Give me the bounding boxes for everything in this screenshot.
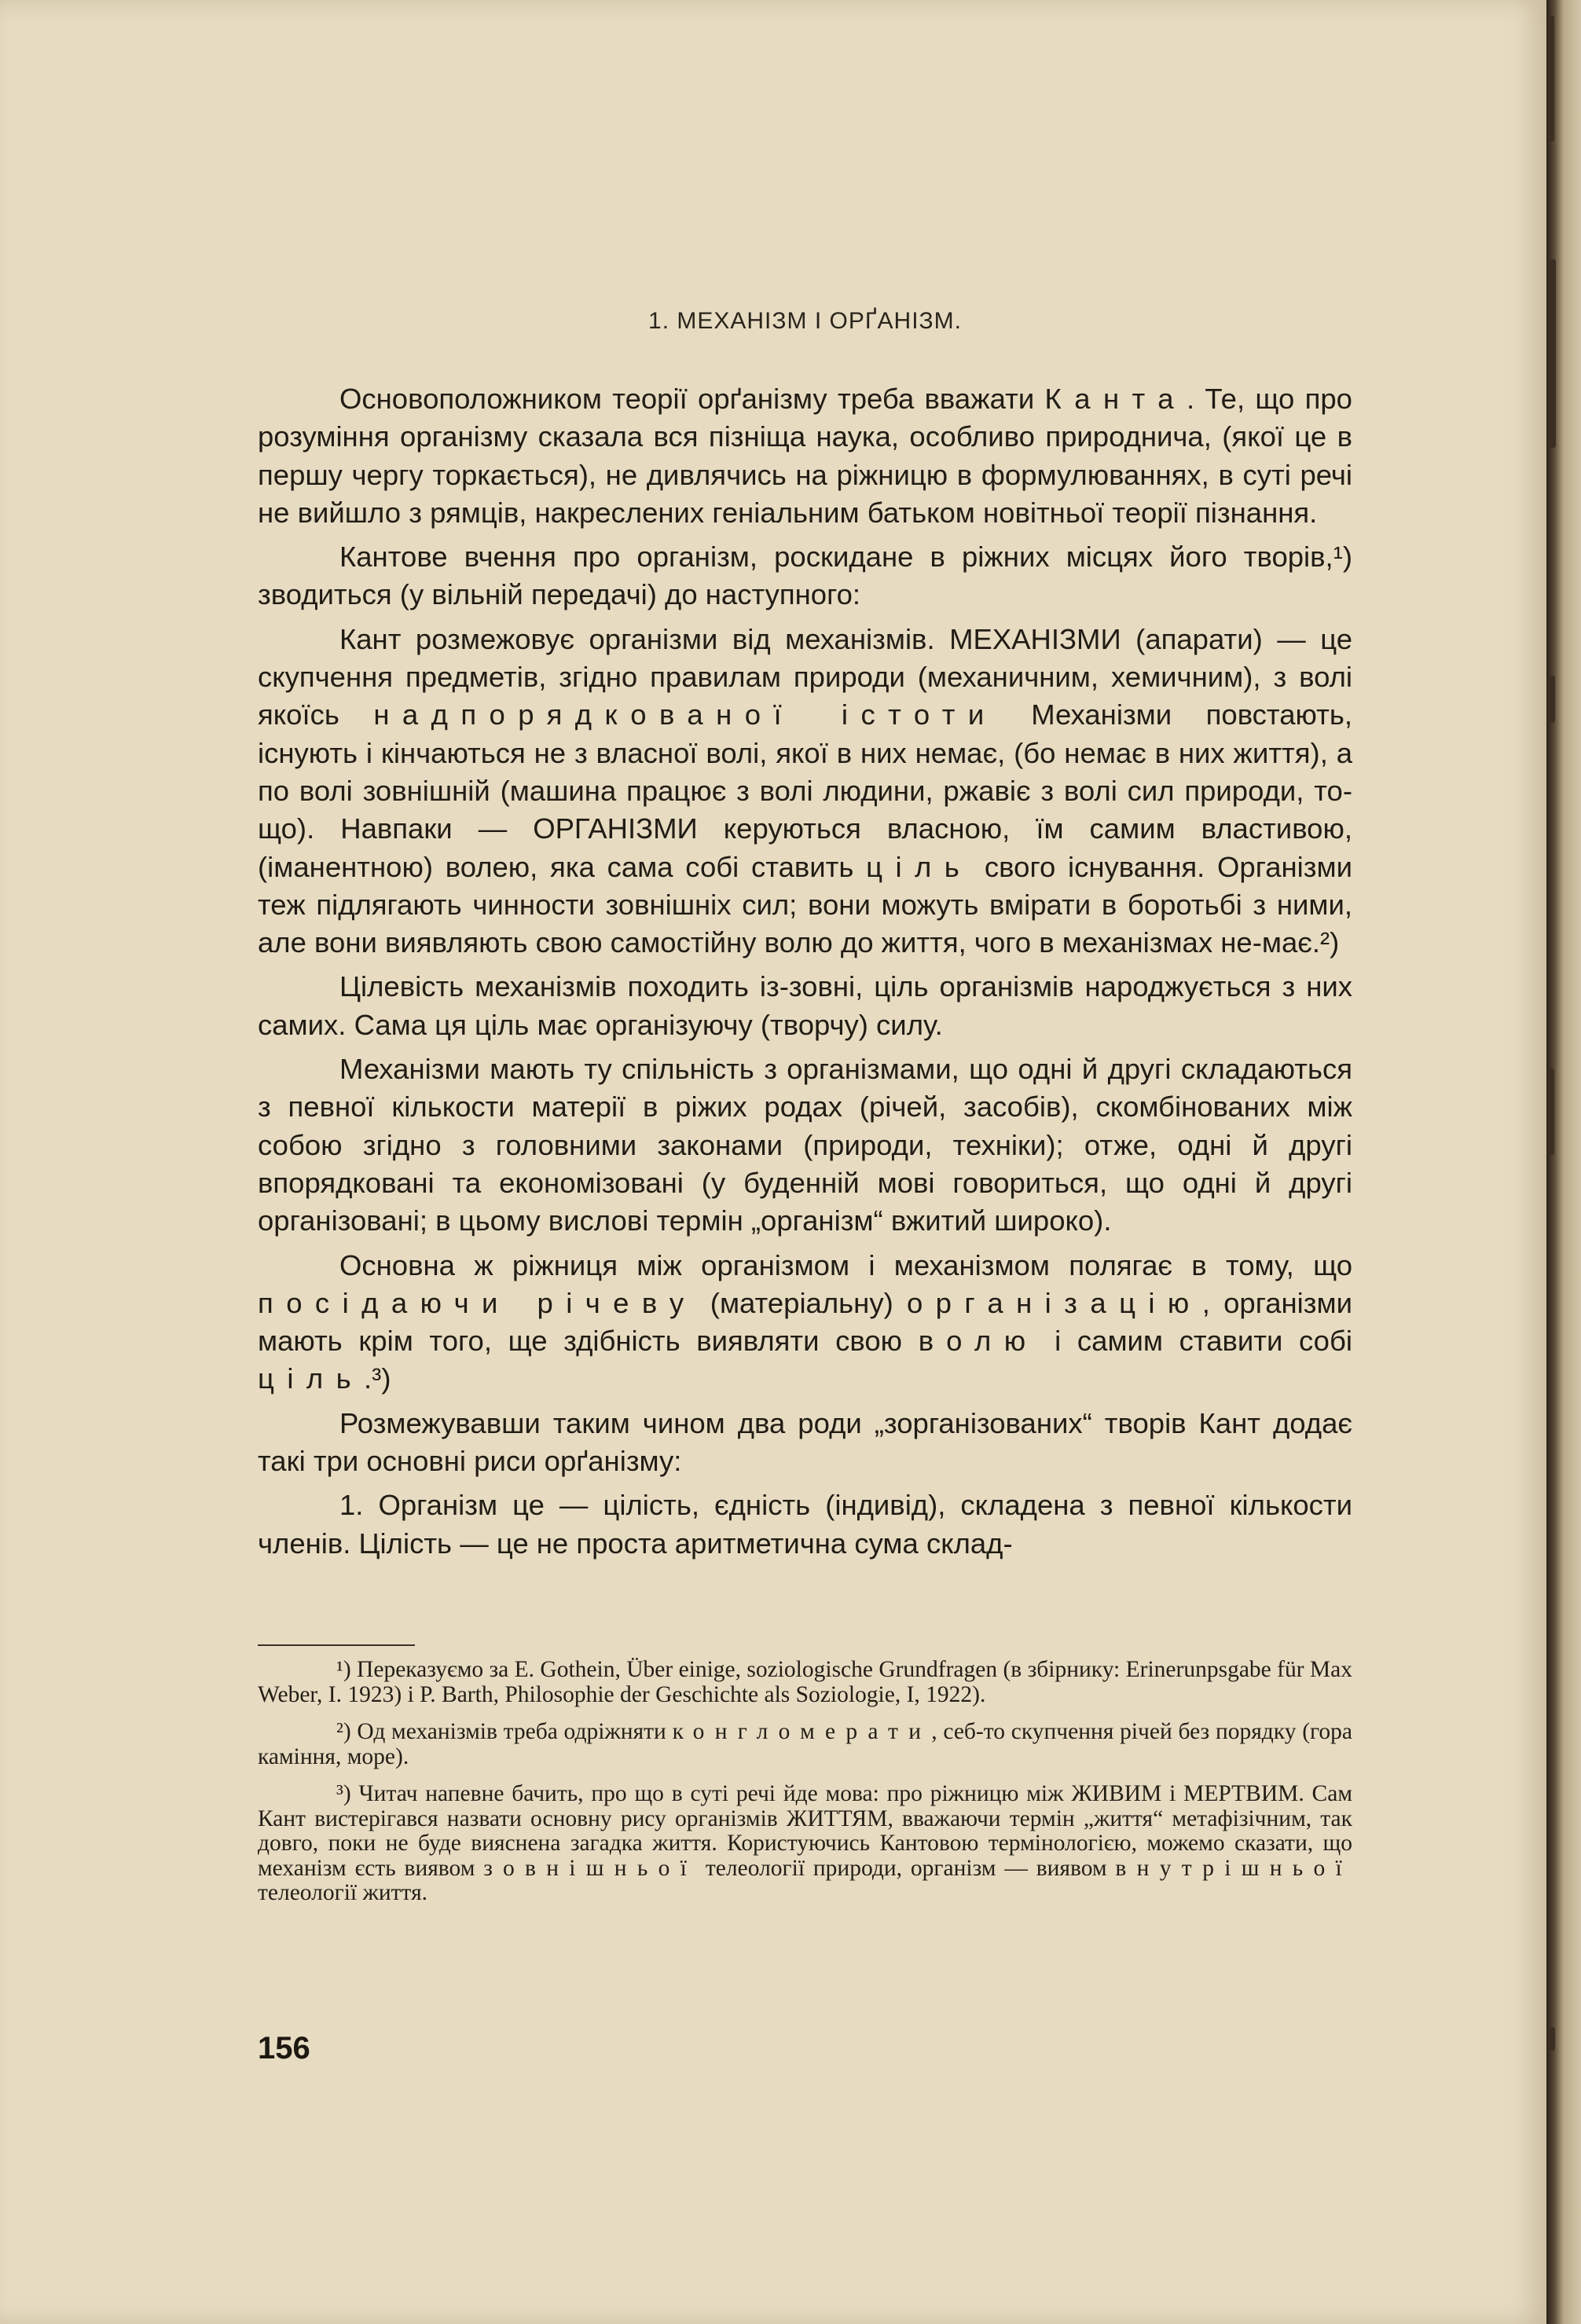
binding-mark [1548, 16, 1554, 141]
footnote: ³) Читач напевне бачить, про що в суті речі йде мова: про ріжницю між ЖИВИМ і МЕРТВИМ. Сам Кант вистерігався назвати основну рису організмів ЖИТТЯМ, вважаючи термін „життя“ метафізічним, так довго, поки не буде вияснена загадка життя. Користуючись Кантовою термінологією, можемо сказати, що механізм єсть виявом зовнішньої телеології природи, організм — виявом внутрішньої телеології життя. [258, 1781, 1353, 1905]
footnotes [258, 1658, 1352, 1919]
body-text [258, 380, 1352, 1569]
footnote: ¹) Переказуємо за E. Gothein, Über einige, soziologische Grundfragen (в збірнику: Erinerunpsgabe für Max Weber, I. 1923) і P. Barth, Philosophie der Geschichte als Soziologie, I, 1922). [258, 1657, 1352, 1707]
book-binding-edge [1546, 0, 1581, 2324]
page-number: 156 [258, 2031, 310, 2066]
paragraph: Механізми мають ту спільність з організмами, що одні й другі складаються з певної кількости матерії в ріжих родах (річей, засобів), скомбінованих між собою згідно з головними законами (природи, техніки); отже, одні й другі впорядковані та економізовані (у буденній мові говориться, що одні й другі організовані; в цьому вислові термін „організм“ вжитий широко). [258, 1053, 1352, 1237]
emphasis: Канта [1044, 383, 1187, 415]
paragraph: Цілевість механізмів походить із-зовні, ціль організмів народжується з них самих. Сама ця ціль має організуючу (творчу) силу. [258, 970, 1352, 1041]
paragraph: Основна ж ріжниця між організмом і механізмом полягає в тому, що посідаючи річеву (матеріальну) організацію, організми мають крім того, ще здібність виявляти свою волю і самим ставити собі ціль.³) [258, 1248, 1352, 1395]
emphasis: ціль [258, 1362, 365, 1395]
section-heading: 1. МЕХАНІЗМ І ОРҐАНІЗМ. [648, 308, 962, 334]
paragraph: 1. Організм це — цілість, єдність (індивід), складена з певної кількости членів. Цілість — це не проста аритметична сума склад- [258, 1489, 1352, 1560]
paragraph: Кантове вчення про організм, роскидане в ріжних місцях його творів,¹) зводиться (у вільній передачі) до наступного: [258, 541, 1352, 611]
emphasis: організацію [906, 1286, 1202, 1319]
emphasis: ціль [866, 850, 973, 883]
binding-mark [1548, 1069, 1554, 1155]
emphasis: посідаючи річеву [258, 1286, 697, 1319]
footnote: ²) Од механізмів треба одріжняти конгломерати, себ-то скупчення річей без порядку (гора каміння, море). [258, 1719, 1352, 1769]
emphasis: внутрішньої [1115, 1855, 1353, 1881]
paragraph: Основоположником теорії орґанізму треба вважати Канта. Те, що про розуміння організму сказала вся пізніща наука, особливо природнича, (якої це в першу чергу торкається), не дивлячись на ріжницю в формулюваннях, в суті речі не вийшло з рямців, накреслених геніальним батьком новітньої теорії пізнання. [258, 383, 1352, 529]
binding-mark [1550, 259, 1556, 448]
emphasis: волю [918, 1325, 1039, 1358]
emphasis: зовнішньої [483, 1855, 698, 1881]
footnote-separator [258, 1644, 415, 1646]
emphasis: конгломерати [672, 1719, 932, 1744]
emphasis: надпорядкованої істоти [373, 698, 997, 731]
paragraph: Кант розмежовує організми від механізмів. МЕХАНІЗМИ (апарати) — це скупчення предметів, згідно правилам природи (механичним, хемичним), з волі якоїсь надпорядкованої істоти Механізми повстають, існують і кінчаються не з власної волі, якої в них немає, (бо немає в них життя), а по волі зовнішній (машина працює з волі людини, ржавіє з волі сил природи, то-що). Навпаки — ОРГАНІЗМИ керуються власною, їм самим властивою, (іманентною) волею, яка сама собі ставить ціль свого існування. Організми теж підлягають чинности зовнішніх сил; вони можуть вмірати в боротьбі з ними, але вони виявляють свою самостійну волю до життя, чого в механізмах не-має.²) [258, 622, 1352, 959]
binding-mark [1549, 676, 1555, 723]
paragraph: Розмежувавши таким чином два роди „зорганізованих“ творів Кант додає такі три основні риси орґанізму: [258, 1406, 1352, 1478]
binding-mark [1549, 2027, 1555, 2051]
